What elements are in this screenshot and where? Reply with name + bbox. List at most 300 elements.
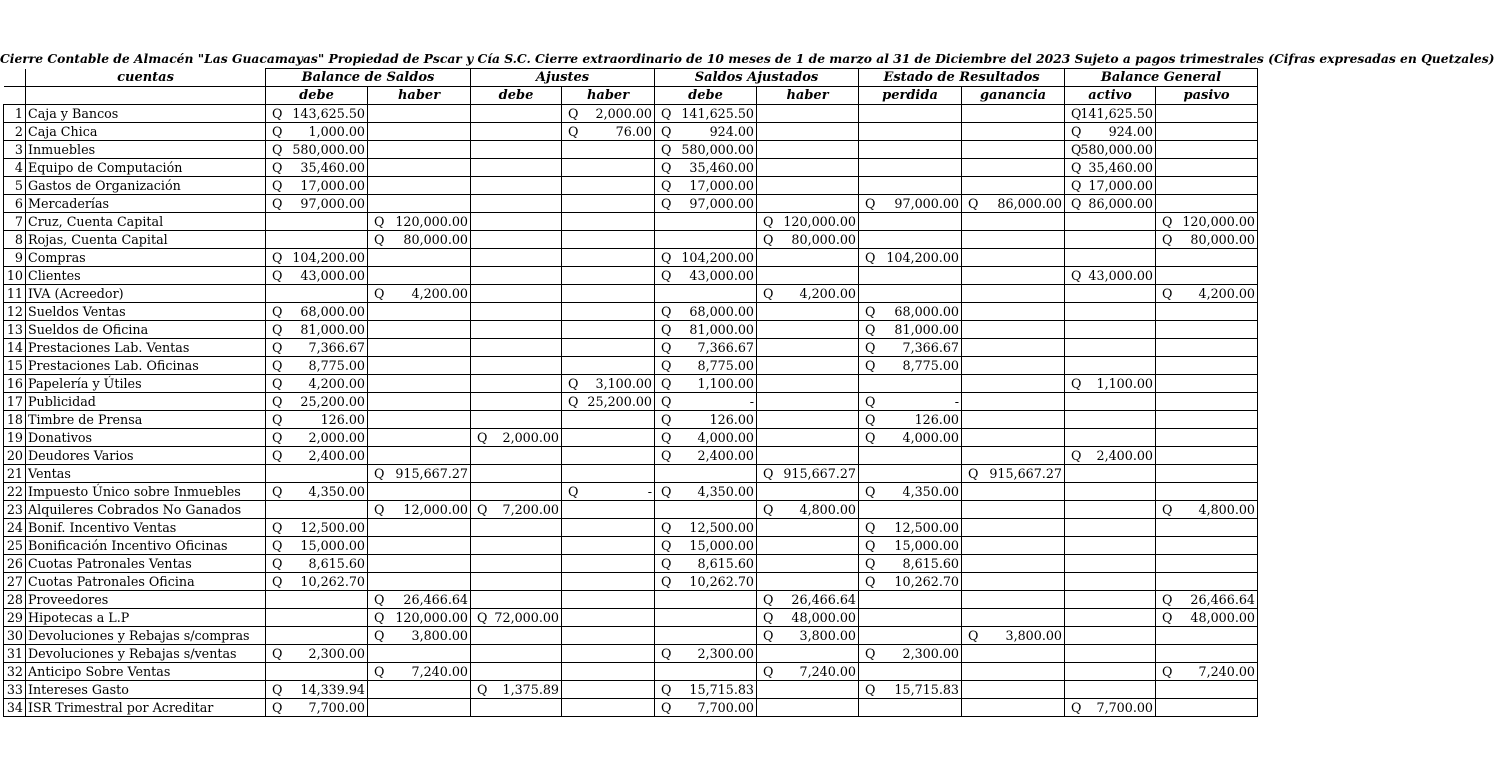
amount-value: 2,000.00 <box>308 430 365 445</box>
amount-cell <box>266 447 368 465</box>
amount-cell <box>471 141 562 159</box>
table-row <box>4 285 1258 303</box>
currency-symbol: Q <box>272 340 283 355</box>
amount-cell <box>1156 123 1258 141</box>
amount-cell <box>368 411 471 429</box>
amount-cell <box>859 303 962 321</box>
currency-symbol: Q <box>272 304 283 319</box>
amount-cell <box>266 411 368 429</box>
currency-symbol: Q <box>374 610 385 625</box>
currency-symbol: Q <box>763 286 774 301</box>
amount-cell <box>859 555 962 573</box>
currency-symbol: Q <box>865 646 876 661</box>
amount-value: 8,775.00 <box>902 358 959 373</box>
row-number: 17 <box>4 393 26 411</box>
amount-value: 15,000.00 <box>894 538 959 553</box>
amount-value: 4,200.00 <box>411 286 468 301</box>
table-row <box>4 609 1258 627</box>
amount-value: 580,000.00 <box>681 142 754 157</box>
currency-symbol: Q <box>968 466 979 481</box>
table-row <box>4 645 1258 663</box>
amount-cell <box>368 555 471 573</box>
amount-cell <box>471 213 562 231</box>
amount-cell <box>1065 195 1156 213</box>
currency-symbol: Q <box>272 178 283 193</box>
account-name: Sueldos de Oficina <box>26 321 266 339</box>
currency-symbol: Q <box>661 178 672 193</box>
account-name: Deudores Varios <box>26 447 266 465</box>
amount-value: 35,460.00 <box>300 160 365 175</box>
amount-cell <box>266 519 368 537</box>
amount-cell <box>1065 573 1156 591</box>
currency-symbol: Q <box>763 214 774 229</box>
table-row <box>4 249 1258 267</box>
amount-cell <box>1065 519 1156 537</box>
amount-value: 97,000.00 <box>689 196 754 211</box>
amount-value: 15,000.00 <box>300 538 365 553</box>
amount-value: 17,000.00 <box>689 178 754 193</box>
table-row <box>4 303 1258 321</box>
amount-cell <box>562 447 655 465</box>
amount-cell <box>655 393 757 411</box>
amount-value: 1,100.00 <box>697 376 754 391</box>
amount-cell <box>266 213 368 231</box>
amount-value: 141,625.50 <box>1080 106 1153 121</box>
amount-cell <box>655 285 757 303</box>
amount-cell <box>266 591 368 609</box>
amount-cell <box>962 699 1065 717</box>
amount-cell <box>859 339 962 357</box>
amount-value: 3,800.00 <box>1005 628 1062 643</box>
currency-symbol: Q <box>374 628 385 643</box>
amount-cell <box>562 573 655 591</box>
amount-cell <box>368 375 471 393</box>
amount-cell <box>562 141 655 159</box>
amount-value: 4,350.00 <box>697 484 754 499</box>
amount-cell <box>562 537 655 555</box>
amount-cell <box>655 645 757 663</box>
amount-cell <box>655 123 757 141</box>
currency-symbol: Q <box>272 484 283 499</box>
amount-cell <box>655 663 757 681</box>
currency-symbol: Q <box>865 538 876 553</box>
amount-cell <box>266 141 368 159</box>
amount-value: 120,000.00 <box>783 214 856 229</box>
header-group: Estado de Resultados <box>859 69 1065 87</box>
row-number: 11 <box>4 285 26 303</box>
amount-cell <box>562 339 655 357</box>
amount-cell <box>562 411 655 429</box>
amount-value: 924.00 <box>1108 124 1153 139</box>
amount-value: 8,615.60 <box>308 556 365 571</box>
amount-cell <box>562 321 655 339</box>
amount-value: 81,000.00 <box>689 322 754 337</box>
account-name: Prestaciones Lab. Oficinas <box>26 357 266 375</box>
amount-cell <box>1065 645 1156 663</box>
amount-cell <box>757 159 859 177</box>
header-subcolumn: pasivo <box>1156 87 1258 105</box>
amount-cell <box>1156 249 1258 267</box>
currency-symbol: Q <box>661 376 672 391</box>
amount-cell <box>562 159 655 177</box>
amount-value: 7,240.00 <box>1198 664 1255 679</box>
amount-cell <box>471 609 562 627</box>
amount-cell <box>471 429 562 447</box>
amount-cell <box>562 519 655 537</box>
amount-cell <box>655 609 757 627</box>
amount-cell <box>1156 537 1258 555</box>
account-name: Donativos <box>26 429 266 447</box>
row-number: 4 <box>4 159 26 177</box>
amount-value: 915,667.27 <box>989 466 1062 481</box>
amount-value: 915,667.27 <box>783 466 856 481</box>
amount-cell <box>859 213 962 231</box>
amount-cell <box>471 357 562 375</box>
amount-cell <box>655 465 757 483</box>
amount-cell <box>757 519 859 537</box>
amount-cell <box>655 411 757 429</box>
table-row <box>4 141 1258 159</box>
currency-symbol: Q <box>374 232 385 247</box>
amount-cell <box>1065 159 1156 177</box>
amount-cell <box>962 393 1065 411</box>
amount-value: 2,400.00 <box>1096 448 1153 463</box>
amount-cell <box>266 339 368 357</box>
header-subcolumn: haber <box>757 87 859 105</box>
amount-value: 7,700.00 <box>308 700 365 715</box>
amount-value: 7,366.67 <box>697 340 754 355</box>
amount-value: - <box>954 394 959 409</box>
amount-cell <box>562 267 655 285</box>
amount-cell <box>562 699 655 717</box>
amount-cell <box>1065 321 1156 339</box>
amount-cell <box>368 501 471 519</box>
currency-symbol: Q <box>568 394 579 409</box>
amount-cell <box>1065 267 1156 285</box>
account-name: Devoluciones y Rebajas s/ventas <box>26 645 266 663</box>
table-row <box>4 429 1258 447</box>
amount-cell <box>962 609 1065 627</box>
amount-cell <box>859 645 962 663</box>
amount-cell <box>859 159 962 177</box>
row-number: 33 <box>4 681 26 699</box>
amount-value: 8,615.60 <box>697 556 754 571</box>
amount-value: 12,500.00 <box>894 520 959 535</box>
currency-symbol: Q <box>272 358 283 373</box>
amount-value: 25,200.00 <box>300 394 365 409</box>
amount-cell <box>368 663 471 681</box>
amount-cell <box>757 411 859 429</box>
amount-value: 7,200.00 <box>502 502 559 517</box>
amount-cell <box>1156 501 1258 519</box>
amount-cell <box>1156 627 1258 645</box>
amount-cell <box>1065 141 1156 159</box>
amount-cell <box>1065 177 1156 195</box>
row-number: 16 <box>4 375 26 393</box>
amount-value: 76.00 <box>615 124 652 139</box>
amount-cell <box>859 411 962 429</box>
amount-cell <box>757 429 859 447</box>
amount-cell <box>962 447 1065 465</box>
amount-cell <box>962 123 1065 141</box>
currency-symbol: Q <box>568 124 579 139</box>
amount-cell <box>562 105 655 123</box>
currency-symbol: Q <box>661 430 672 445</box>
amount-cell <box>368 645 471 663</box>
amount-cell <box>368 177 471 195</box>
currency-symbol: Q <box>374 502 385 517</box>
amount-cell <box>368 609 471 627</box>
currency-symbol: Q <box>1071 124 1082 139</box>
amount-cell <box>368 573 471 591</box>
amount-cell <box>1156 321 1258 339</box>
amount-cell <box>1156 447 1258 465</box>
amount-cell <box>859 123 962 141</box>
amount-cell <box>859 429 962 447</box>
amount-cell <box>757 501 859 519</box>
amount-cell <box>962 303 1065 321</box>
currency-symbol: Q <box>763 592 774 607</box>
amount-cell <box>471 483 562 501</box>
amount-value: 104,200.00 <box>886 250 959 265</box>
amount-value: - <box>647 484 652 499</box>
amount-value: 3,100.00 <box>595 376 652 391</box>
amount-value: 3,800.00 <box>799 628 856 643</box>
amount-cell <box>859 285 962 303</box>
currency-symbol: Q <box>272 376 283 391</box>
amount-value: 97,000.00 <box>894 196 959 211</box>
amount-cell <box>1156 681 1258 699</box>
amount-cell <box>1065 105 1156 123</box>
amount-cell <box>655 231 757 249</box>
amount-cell <box>757 231 859 249</box>
amount-cell <box>471 519 562 537</box>
amount-cell <box>368 213 471 231</box>
amount-cell <box>266 249 368 267</box>
amount-cell <box>562 465 655 483</box>
amount-cell <box>859 231 962 249</box>
amount-cell <box>1156 663 1258 681</box>
amount-cell <box>757 537 859 555</box>
amount-cell <box>368 393 471 411</box>
amount-value: 4,350.00 <box>308 484 365 499</box>
amount-cell <box>1156 141 1258 159</box>
currency-symbol: Q <box>1071 142 1082 157</box>
amount-value: 120,000.00 <box>395 214 468 229</box>
account-name: Ventas <box>26 465 266 483</box>
account-name: Intereses Gasto <box>26 681 266 699</box>
corner-cell <box>4 87 26 105</box>
amount-cell <box>1156 159 1258 177</box>
amount-cell <box>962 573 1065 591</box>
amount-cell <box>1065 375 1156 393</box>
amount-cell <box>1065 627 1156 645</box>
row-number: 9 <box>4 249 26 267</box>
amount-value: 2,300.00 <box>697 646 754 661</box>
amount-cell <box>1065 501 1156 519</box>
amount-value: 2,000.00 <box>595 106 652 121</box>
amount-cell <box>562 393 655 411</box>
amount-cell <box>1065 681 1156 699</box>
account-name: Devoluciones y Rebajas s/compras <box>26 627 266 645</box>
amount-cell <box>266 573 368 591</box>
amount-cell <box>962 681 1065 699</box>
amount-cell <box>368 105 471 123</box>
amount-cell <box>266 321 368 339</box>
currency-symbol: Q <box>661 196 672 211</box>
amount-cell <box>471 159 562 177</box>
amount-cell <box>1065 537 1156 555</box>
amount-cell <box>962 627 1065 645</box>
currency-symbol: Q <box>1071 700 1082 715</box>
currency-symbol: Q <box>1162 664 1173 679</box>
currency-symbol: Q <box>272 646 283 661</box>
currency-symbol: Q <box>568 484 579 499</box>
amount-value: 924.00 <box>709 124 754 139</box>
amount-cell <box>266 429 368 447</box>
currency-symbol: Q <box>272 160 283 175</box>
currency-symbol: Q <box>865 682 876 697</box>
amount-cell <box>757 357 859 375</box>
currency-symbol: Q <box>1071 160 1082 175</box>
currency-symbol: Q <box>272 412 283 427</box>
account-name: Alquileres Cobrados No Ganados <box>26 501 266 519</box>
amount-cell <box>1156 609 1258 627</box>
amount-cell <box>368 123 471 141</box>
table-row <box>4 411 1258 429</box>
amount-cell <box>471 699 562 717</box>
row-number: 5 <box>4 177 26 195</box>
amount-value: 26,466.64 <box>403 592 468 607</box>
currency-symbol: Q <box>661 142 672 157</box>
amount-cell <box>655 177 757 195</box>
amount-cell <box>1065 357 1156 375</box>
amount-cell <box>266 609 368 627</box>
amount-cell <box>368 159 471 177</box>
amount-cell <box>1065 447 1156 465</box>
amount-value: 580,000.00 <box>292 142 365 157</box>
currency-symbol: Q <box>374 286 385 301</box>
amount-cell <box>266 357 368 375</box>
currency-symbol: Q <box>272 322 283 337</box>
amount-value: 915,667.27 <box>395 466 468 481</box>
amount-cell <box>757 681 859 699</box>
amount-cell <box>1065 411 1156 429</box>
amount-cell <box>1065 285 1156 303</box>
currency-symbol: Q <box>272 556 283 571</box>
amount-cell <box>655 249 757 267</box>
amount-cell <box>655 537 757 555</box>
amount-cell <box>471 465 562 483</box>
corner-cell <box>4 69 26 87</box>
amount-cell <box>562 429 655 447</box>
row-number: 20 <box>4 447 26 465</box>
amount-value: 68,000.00 <box>894 304 959 319</box>
currency-symbol: Q <box>661 484 672 499</box>
amount-cell <box>757 339 859 357</box>
amount-cell <box>655 501 757 519</box>
amount-cell <box>266 159 368 177</box>
amount-cell <box>471 195 562 213</box>
amount-value: 10,262.70 <box>300 574 365 589</box>
amount-cell <box>1156 699 1258 717</box>
row-number: 19 <box>4 429 26 447</box>
table-row <box>4 177 1258 195</box>
amount-cell <box>655 519 757 537</box>
amount-value: 8,775.00 <box>308 358 365 373</box>
row-number: 29 <box>4 609 26 627</box>
amount-value: 7,366.67 <box>308 340 365 355</box>
row-number: 32 <box>4 663 26 681</box>
amount-cell <box>1065 555 1156 573</box>
amount-cell <box>859 447 962 465</box>
table-row <box>4 393 1258 411</box>
amount-cell <box>1156 105 1258 123</box>
amount-value: 12,000.00 <box>403 502 468 517</box>
account-name: Hipotecas a L.P <box>26 609 266 627</box>
account-name: Bonif. Incentivo Ventas <box>26 519 266 537</box>
amount-cell <box>562 663 655 681</box>
amount-cell <box>1065 393 1156 411</box>
amount-cell <box>368 537 471 555</box>
header-subcolumn: haber <box>562 87 655 105</box>
amount-cell <box>757 573 859 591</box>
table-row <box>4 501 1258 519</box>
amount-cell <box>859 141 962 159</box>
amount-cell <box>1065 123 1156 141</box>
currency-symbol: Q <box>661 412 672 427</box>
currency-symbol: Q <box>661 250 672 265</box>
amount-cell <box>757 105 859 123</box>
currency-symbol: Q <box>661 358 672 373</box>
table-row <box>4 663 1258 681</box>
amount-cell <box>1065 465 1156 483</box>
currency-symbol: Q <box>374 466 385 481</box>
amount-value: 120,000.00 <box>1182 214 1255 229</box>
currency-symbol: Q <box>865 556 876 571</box>
amount-cell <box>655 573 757 591</box>
currency-symbol: Q <box>272 700 283 715</box>
header-group: Ajustes <box>471 69 655 87</box>
amount-cell <box>757 195 859 213</box>
amount-cell <box>368 231 471 249</box>
amount-value: 15,000.00 <box>689 538 754 553</box>
account-name: Prestaciones Lab. Ventas <box>26 339 266 357</box>
amount-cell <box>962 555 1065 573</box>
currency-symbol: Q <box>865 340 876 355</box>
amount-cell <box>368 249 471 267</box>
amount-value: 10,262.70 <box>689 574 754 589</box>
currency-symbol: Q <box>661 448 672 463</box>
amount-cell <box>859 465 962 483</box>
amount-cell <box>562 357 655 375</box>
currency-symbol: Q <box>1162 232 1173 247</box>
currency-symbol: Q <box>865 196 876 211</box>
row-number: 6 <box>4 195 26 213</box>
amount-cell <box>266 231 368 249</box>
currency-symbol: Q <box>661 340 672 355</box>
header-blank <box>26 87 266 105</box>
amount-cell <box>471 231 562 249</box>
amount-value: 3,800.00 <box>411 628 468 643</box>
currency-symbol: Q <box>661 268 672 283</box>
amount-value: 80,000.00 <box>403 232 468 247</box>
amount-cell <box>757 267 859 285</box>
amount-cell <box>562 591 655 609</box>
currency-symbol: Q <box>661 682 672 697</box>
worksheet-table <box>3 68 1258 717</box>
amount-value: 8,775.00 <box>697 358 754 373</box>
